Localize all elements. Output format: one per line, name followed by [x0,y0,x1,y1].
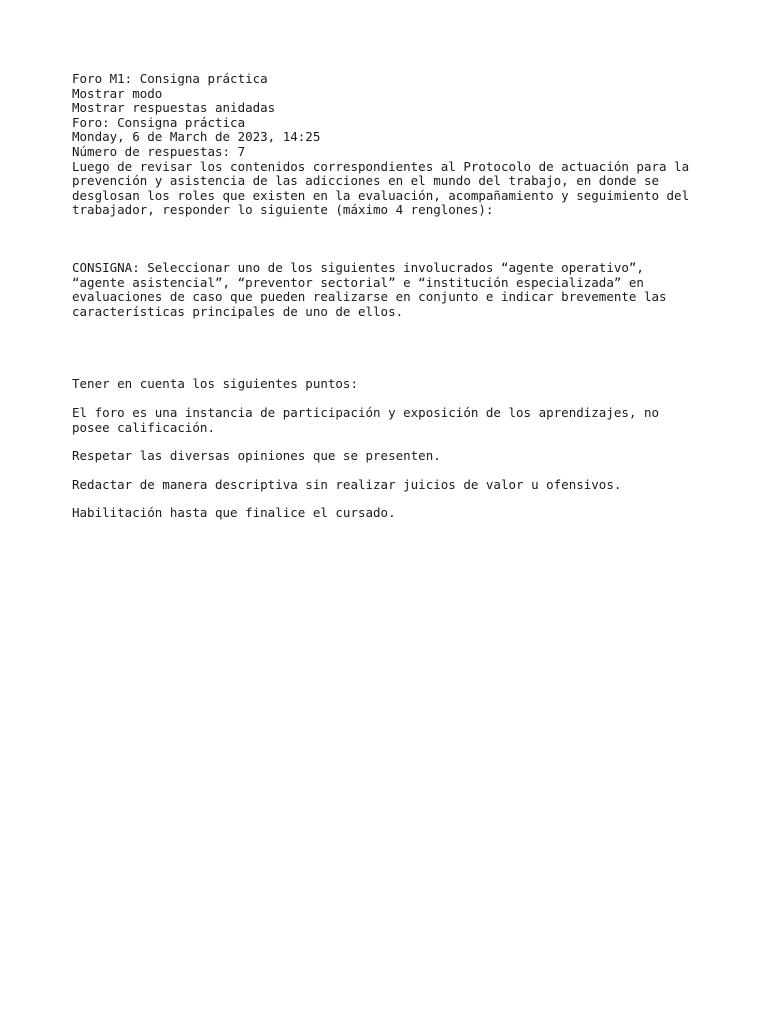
point-enabled: Habilitación hasta que finalice el cursado. [72,505,396,521]
forum-title: Foro M1: Consigna práctica [72,71,268,86]
forum-label: Foro: Consigna práctica [72,114,246,130]
point-line: posee calificación. [72,419,215,435]
point-respect: Respetar las diversas opiniones que se presenten. [72,448,441,464]
point-descriptive: Redactar de manera descriptiva sin realizar juicios de valor u ofensivos. [72,476,622,492]
intro-line: desglosan los roles que existen en la evaluación, acompañamiento y seguimiento del [72,187,690,203]
consigna-paragraph [72,261,712,319]
intro-line: Luego de revisar los contenidos correspondientes al Protocolo de actuación para la [72,158,690,174]
display-mode-link[interactable]: Mostrar modo [72,85,163,101]
point-participation [72,406,712,435]
intro-paragraph [72,160,712,218]
document-page [72,72,712,521]
consigna-line: CONSIGNA: Seleccionar uno de los siguientes involucrados “agente operativo”, [72,259,644,275]
points-heading: Tener en cuenta los siguientes puntos: [72,376,358,392]
post-date: Monday, 6 de March de 2023, 14:25 [72,129,321,145]
intro-line: prevención y asistencia de las adicciones en el mundo del trabajo, en donde se [72,173,659,189]
consigna-line: características principales de uno de ellos. [72,303,404,319]
intro-line: trabajador, responder lo siguiente (máximo 4 renglones): [72,202,494,218]
point-line: El foro es una instancia de participación y exposición de los aprendizajes, no [72,404,659,420]
reply-count: Número de respuestas: 7 [72,143,246,159]
consigna-line: evaluaciones de caso que pueden realizarse en conjunto e indicar brevemente las [72,289,667,305]
nested-replies-link[interactable]: Mostrar respuestas anidadas [72,100,276,116]
consigna-line: “agente asistencial”, “preventor sectorial” e “institución especializada” en [72,274,644,290]
